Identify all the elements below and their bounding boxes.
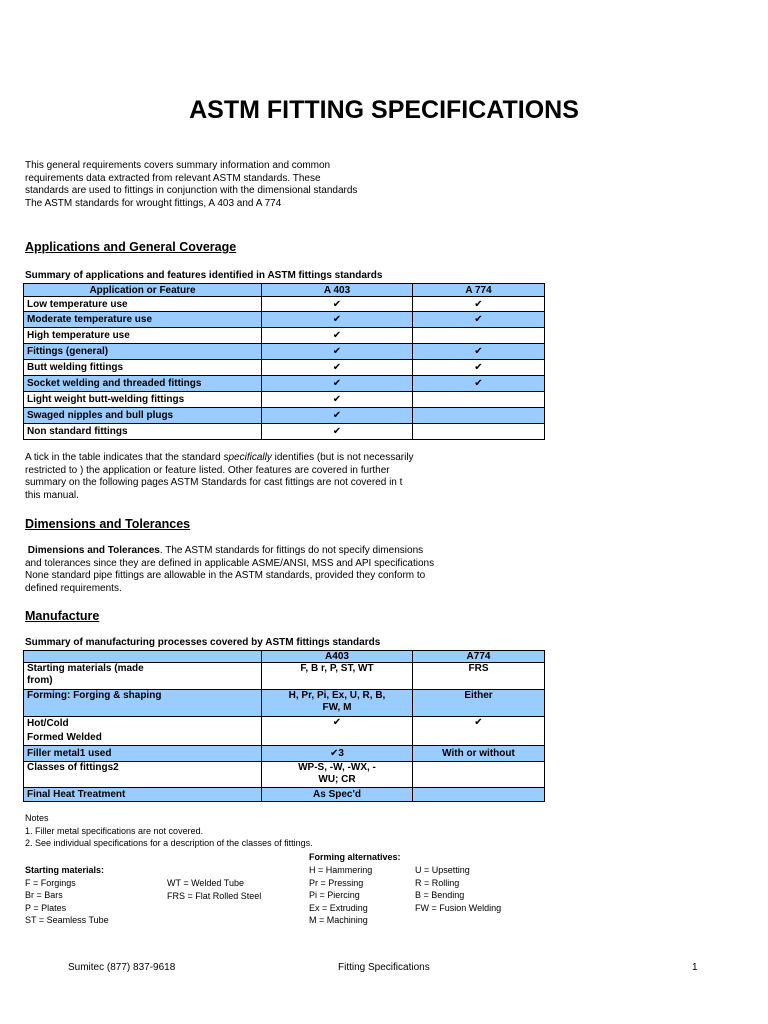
row-label: High temperature use (24, 328, 262, 344)
table-row (24, 717, 545, 746)
note-item: 2. See individual specifications for a description of the classes of fittings. (25, 838, 313, 848)
tick-cell (413, 392, 545, 408)
intro-line: standards are used to fittings in conjunction with the dimensional standards (25, 185, 358, 196)
intro-line: The ASTM standards for wrought fittings, A 403 and A 774 (25, 197, 282, 209)
value-cell (262, 690, 413, 717)
table-row (24, 663, 545, 690)
row-label (24, 717, 262, 746)
forming-title: Forming alternatives: (309, 852, 401, 862)
forming-col1 (309, 864, 372, 927)
tick-cell: ✔ (262, 376, 413, 392)
tick-explanation-line (25, 452, 414, 465)
row-label: Moderate temperature use (24, 312, 262, 328)
value-text: WP-S, -W, -WX, -WU; CR (298, 762, 376, 785)
dimensions-line: and tolerances since they are defined in applicable ASME/ANSI, MSS and API specifications (25, 557, 435, 569)
tick-cell (413, 408, 545, 424)
tick-cell (413, 328, 545, 344)
column-header: A 774 (413, 284, 545, 297)
tick-cell: ✔ (262, 297, 413, 312)
footer-company: Sumitec (877) 837-9618 (68, 962, 176, 973)
table-row (24, 328, 545, 344)
dimensions-line (25, 545, 434, 558)
legend-item: F = Forgings (25, 877, 76, 888)
legend-item: M = Machining (309, 915, 368, 925)
value-cell: With or without (413, 746, 545, 762)
value-cell: Either (413, 690, 545, 717)
tick-cell: ✔ (262, 360, 413, 376)
manufacture-table (23, 650, 545, 802)
column-header: A403 (262, 651, 413, 663)
tick-explanation (25, 452, 414, 502)
legend-item: P = Plates (25, 902, 67, 913)
value-text: H, Pr, Pi, Ex, U, R, B, FW, M (288, 690, 386, 713)
column-header: Application or Feature (24, 284, 262, 297)
table-header-row (24, 284, 545, 297)
legend-item: ST = Seamless Tube (25, 915, 109, 925)
row-label: Swaged nipples and bull plugs (24, 408, 262, 424)
value-text: F, B r, P, ST, WT (300, 663, 374, 674)
starting-title: Starting materials: (25, 865, 105, 875)
row-label: Socket welding and threaded fittings (24, 376, 262, 392)
legend-item: FW = Fusion Welding (415, 902, 502, 913)
row-label-text: Starting materials (made from) (27, 663, 144, 686)
section-heading-applications: Applications and General Coverage (25, 240, 237, 254)
intro-line: requirements data extracted from relevant ASTM standards. These (25, 172, 321, 184)
tick-cell: ✔ (413, 312, 545, 328)
note-item: 1. Filler metal specifications are not covered. (25, 825, 204, 836)
row-label: Low temperature use (24, 297, 262, 312)
table-row (24, 746, 545, 762)
notes-title: Notes (25, 813, 49, 823)
legend-item: WT = Welded Tube (167, 878, 244, 888)
row-label-text: Hot/Cold Formed Welded (27, 718, 102, 743)
table-row (24, 344, 545, 360)
row-label: Classes of fittings2 (24, 762, 262, 788)
legend-item: FRS = Flat Rolled Steel (167, 890, 262, 901)
row-label: Fittings (general) (24, 344, 262, 360)
table-row (24, 376, 545, 392)
legend-item: H = Hammering (309, 865, 373, 875)
tick-cell: ✔ (262, 312, 413, 328)
page-number: 1 (692, 962, 698, 973)
tick-cell: ✔ (413, 297, 545, 312)
column-header: A774 (413, 651, 545, 663)
emphasis-text: specifically (223, 452, 272, 463)
table-row (24, 788, 545, 802)
manufacture-table-caption: Summary of manufacturing processes covered by ASTM fittings standards (25, 637, 381, 648)
text-span: . The ASTM standards for fittings do not specify dimensions (159, 545, 424, 556)
table-row (24, 392, 545, 408)
legend-item: B = Bending (415, 890, 465, 900)
legend-item: Ex = Extruding (309, 902, 368, 913)
tick-cell: ✔ (413, 344, 545, 360)
value-cell (262, 762, 413, 788)
row-label: Filler metal1 used (24, 746, 262, 762)
table-row (24, 360, 545, 376)
table-row (24, 297, 545, 312)
tick-cell: ✔ (262, 408, 413, 424)
table-row (24, 424, 545, 440)
text-span: identifies (but is not necessarily (271, 452, 414, 463)
notes-block (25, 812, 313, 850)
value-cell: As Spec'd (262, 788, 413, 802)
dimensions-paragraph (25, 545, 434, 595)
column-header (24, 651, 262, 663)
tick-explanation-line: restricted to ) the application or feature listed. Other features are covered in further (25, 464, 390, 476)
tick-cell: ✔ (262, 392, 413, 408)
tick-explanation-line: this manual. (25, 489, 79, 501)
starting-materials-col2 (167, 877, 261, 902)
table-row (24, 408, 545, 424)
section-heading-manufacture: Manufacture (25, 609, 100, 623)
table-header-row (24, 651, 545, 663)
row-label: Forming: Forging & shaping (24, 690, 262, 717)
tick-cell: ✔ (262, 717, 413, 746)
row-label: Non standard fittings (24, 424, 262, 440)
legend-item: Br = Bars (25, 890, 63, 900)
row-label: Light weight butt-welding fittings (24, 392, 262, 408)
legend-item: R = Rolling (415, 877, 460, 888)
row-label (24, 663, 262, 690)
value-cell: ✔3 (262, 746, 413, 762)
tick-cell: ✔ (262, 328, 413, 344)
intro-paragraph (25, 160, 545, 210)
legend-item: Pi = Piercing (309, 890, 360, 900)
tick-cell (413, 424, 545, 440)
table-row (24, 312, 545, 328)
tick-cell: ✔ (262, 344, 413, 360)
page-title: ASTM FITTING SPECIFICATIONS (189, 96, 579, 124)
tick-explanation-line: summary on the following pages ASTM Standards for cast fittings are not covered in t (25, 477, 403, 488)
table-row (24, 762, 545, 788)
table-row (24, 690, 545, 717)
row-label: Butt welding fittings (24, 360, 262, 376)
starting-materials-col1 (25, 864, 109, 927)
row-label: Final Heat Treatment (24, 788, 262, 802)
intro-line: This general requirements covers summary information and common (25, 160, 331, 171)
value-cell (262, 663, 413, 690)
value-cell (413, 788, 545, 802)
dimensions-line: defined requirements. (25, 582, 122, 594)
tick-cell: ✔ (413, 717, 545, 746)
tick-cell: ✔ (413, 376, 545, 392)
forming-col2 (415, 864, 501, 914)
column-header: A 403 (262, 284, 413, 297)
legend-item: U = Upsetting (415, 865, 470, 875)
text-span: A tick in the table indicates that the standard (25, 452, 224, 463)
applications-table (23, 283, 545, 440)
bold-lead: Dimensions and Tolerances (27, 545, 160, 556)
footer-title: Fitting Specifications (338, 962, 430, 973)
value-cell (413, 762, 545, 788)
section-heading-dimensions: Dimensions and Tolerances (25, 517, 191, 531)
dimensions-line: None standard pipe fittings are allowable in the ASTM standards, provided they conform to (25, 570, 426, 581)
tick-cell: ✔ (413, 360, 545, 376)
value-cell: FRS (413, 663, 545, 690)
tick-cell: ✔ (262, 424, 413, 440)
legend-item: Pr = Pressing (309, 877, 364, 888)
applications-table-caption: Summary of applications and features identified in ASTM fittings standards (25, 270, 383, 281)
